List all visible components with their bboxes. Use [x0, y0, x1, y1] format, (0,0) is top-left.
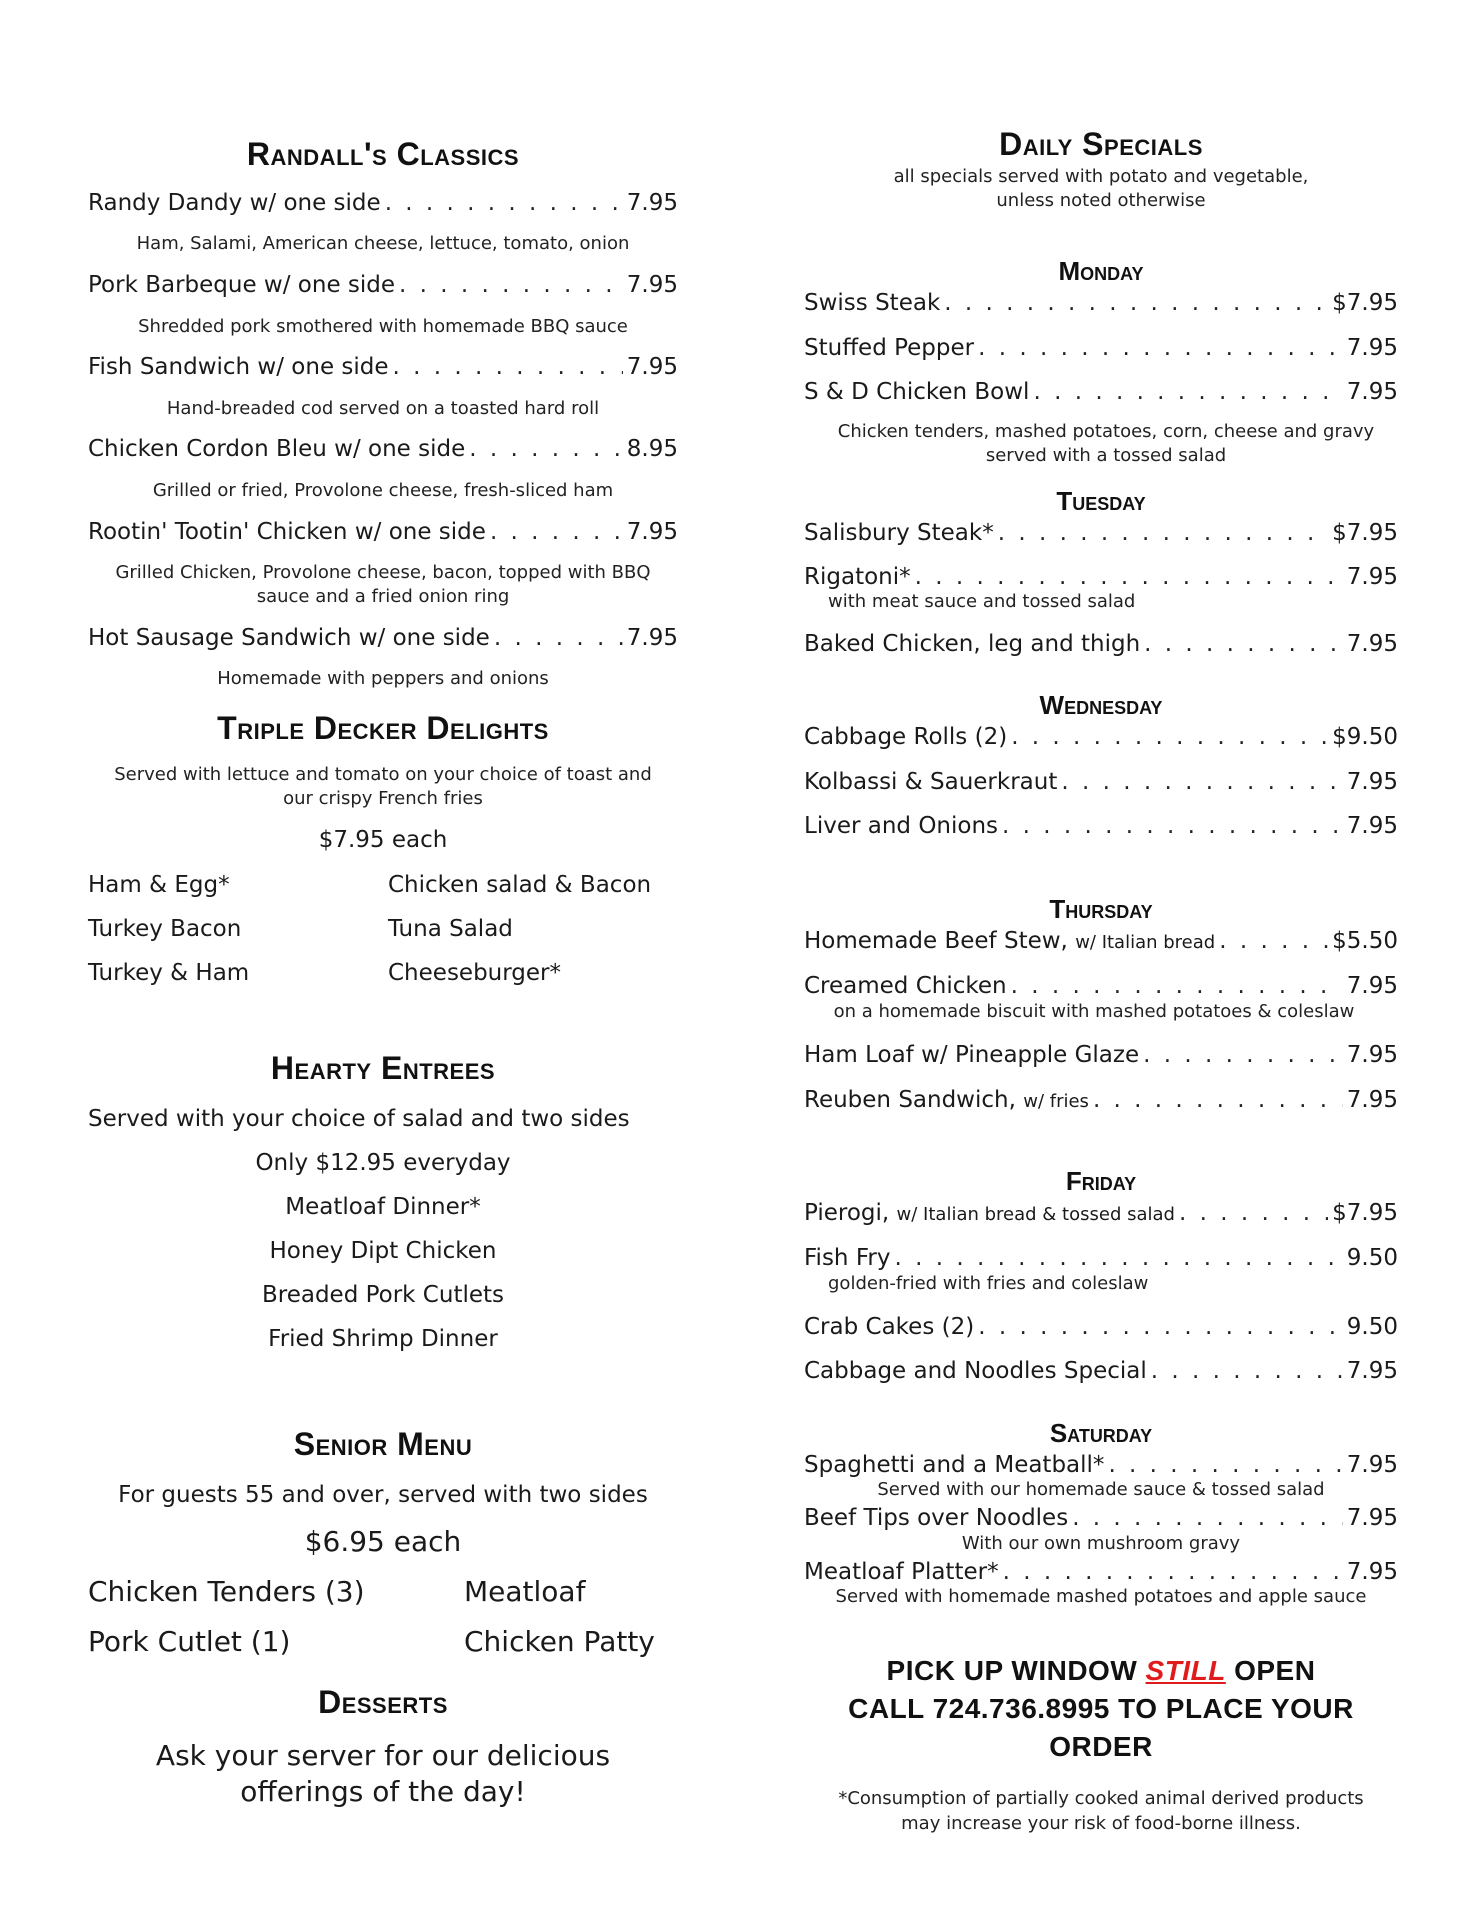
- special-item: [804, 1085, 1398, 1117]
- item-description: Hand-breaded cod served on a toasted hard roll: [166, 398, 600, 419]
- item-name: Pierogi,: [804, 1200, 890, 1226]
- item-price: 7.95: [1346, 973, 1398, 999]
- dot-leader: [1219, 926, 1328, 956]
- dot-leader: [894, 1243, 1342, 1273]
- hearty-subtitle: Served with your choice of salad and two sides: [88, 1106, 630, 1132]
- item-name: Randy Dandy w/ one side: [88, 190, 381, 216]
- item-description: golden-fried with fries and coleslaw: [828, 1273, 1149, 1294]
- item-name: Cabbage and Noodles Special: [804, 1358, 1147, 1384]
- item-description: Chicken tenders, mashed potatoes, corn, cheese and gravy served with a tossed salad: [837, 421, 1375, 466]
- special-item: [804, 1503, 1398, 1533]
- dot-leader: [1179, 1198, 1328, 1228]
- hearty-price: Only $12.95 everyday: [255, 1150, 511, 1176]
- triple-price: $7.95 each: [318, 827, 448, 853]
- senior-price: $6.95 each: [304, 1525, 462, 1558]
- triple-row: [88, 914, 678, 944]
- item-name: Crab Cakes (2): [804, 1314, 975, 1340]
- special-item: [804, 333, 1398, 363]
- dot-leader: [385, 188, 623, 218]
- item-description: Grilled or fried, Provolone cheese, fresh-sliced ham: [152, 480, 614, 501]
- pickup-text: OPEN: [1234, 1655, 1316, 1686]
- item-name: Beef Tips over Noodles: [804, 1505, 1069, 1531]
- day-heading-monday: Monday: [1058, 256, 1144, 286]
- dot-leader: [1143, 1040, 1343, 1070]
- item-price: $5.50: [1332, 928, 1398, 954]
- item-price: 7.95: [1346, 631, 1398, 657]
- menu-item: [88, 434, 678, 464]
- item-price: 7.95: [1346, 1042, 1398, 1068]
- dot-leader: [1033, 377, 1342, 407]
- triple-item: Cheeseburger*: [388, 960, 562, 986]
- pickup-still: STILL: [1145, 1655, 1226, 1686]
- senior-heading: Senior Menu: [293, 1426, 473, 1462]
- dot-leader: [978, 333, 1343, 363]
- senior-row: [88, 1574, 678, 1610]
- senior-subtitle: For guests 55 and over, served with two sides: [118, 1482, 648, 1508]
- dot-leader: [1011, 722, 1328, 752]
- item-description: Homemade with peppers and onions: [217, 668, 549, 689]
- item-description: With our own mushroom gravy: [961, 1533, 1241, 1554]
- special-item: [804, 1243, 1398, 1273]
- item-price: $9.50: [1332, 724, 1398, 750]
- item-name: S & D Chicken Bowl: [804, 379, 1030, 405]
- dot-leader: [978, 1312, 1343, 1342]
- item-price: 7.95: [1346, 1559, 1398, 1585]
- item-price: $7.95: [1332, 520, 1398, 546]
- menu-item: [88, 623, 678, 653]
- footnote: may increase your risk of food-borne illness.: [901, 1813, 1301, 1834]
- item-name: Spaghetti and a Meatball*: [804, 1452, 1105, 1478]
- dot-leader: [1072, 1503, 1343, 1533]
- triple-item: Turkey Bacon: [88, 916, 242, 942]
- item-price: 7.95: [626, 272, 678, 298]
- special-item: [804, 811, 1398, 841]
- desserts-text: Ask your server for our delicious offerings of the day!: [155, 1739, 611, 1808]
- menu-item: [88, 352, 678, 382]
- dot-leader: [1003, 1557, 1343, 1587]
- item-name: Homemade Beef Stew,: [804, 928, 1068, 954]
- item-price: 7.95: [1346, 1358, 1398, 1384]
- special-item: [804, 629, 1398, 659]
- item-price: 9.50: [1346, 1314, 1398, 1340]
- dot-leader: [494, 623, 623, 653]
- item-description: Grilled Chicken, Provolone cheese, bacon, topped with BBQ sauce and a fried onion ring: [115, 562, 651, 607]
- senior-item: Meatloaf: [464, 1575, 586, 1608]
- item-note: w/ Italian bread: [1075, 932, 1216, 953]
- specials-subtitle: all specials served with potato and vegetable,: [893, 166, 1309, 187]
- special-item: [804, 767, 1398, 797]
- dot-leader: [393, 352, 623, 382]
- item-name: Rigatoni*: [804, 564, 911, 590]
- special-item: [804, 722, 1398, 752]
- triple-row: [88, 958, 678, 988]
- senior-row: [88, 1624, 678, 1660]
- item-name: Kolbassi & Sauerkraut: [804, 769, 1058, 795]
- hearty-item: Fried Shrimp Dinner: [268, 1326, 498, 1352]
- item-name: Hot Sausage Sandwich w/ one side: [88, 625, 490, 651]
- specials-subtitle: unless noted otherwise: [996, 190, 1206, 211]
- triple-item: Ham & Egg*: [88, 872, 230, 898]
- desserts-heading: Desserts: [318, 1684, 448, 1720]
- triple-subtitle: Served with lettuce and tomato on your choice of toast and our crispy French fries: [114, 764, 652, 809]
- item-price: 7.95: [1346, 1505, 1398, 1531]
- senior-item: Chicken Tenders (3): [88, 1575, 365, 1608]
- triple-row: [88, 870, 678, 900]
- item-price: 7.95: [1346, 379, 1398, 405]
- item-name: Cabbage Rolls (2): [804, 724, 1008, 750]
- item-name: Rootin' Tootin' Chicken w/ one side: [88, 519, 486, 545]
- footnote: *Consumption of partially cooked animal derived products: [838, 1788, 1364, 1809]
- item-note: w/ fries: [1023, 1091, 1089, 1112]
- special-item: [804, 377, 1398, 407]
- hearty-item: Honey Dipt Chicken: [269, 1238, 497, 1264]
- item-price: 9.50: [1346, 1245, 1398, 1271]
- triple-item: Tuna Salad: [388, 916, 513, 942]
- item-name: Meatloaf Platter*: [804, 1559, 999, 1585]
- dot-leader: [399, 270, 623, 300]
- special-item: [804, 1198, 1398, 1230]
- dot-leader: [944, 288, 1328, 318]
- item-name: Creamed Chicken: [804, 973, 1007, 999]
- special-item: [804, 1557, 1398, 1587]
- dot-leader: [469, 434, 623, 464]
- special-item: [804, 562, 1398, 592]
- special-item: [804, 288, 1398, 318]
- call-line: CALL 724.736.8995 TO PLACE YOUR ORDER: [848, 1693, 1354, 1762]
- day-heading-wednesday: Wednesday: [1039, 690, 1163, 720]
- item-name: Pork Barbeque w/ one side: [88, 272, 396, 298]
- dot-leader: [1144, 629, 1343, 659]
- item-price: 7.95: [626, 354, 678, 380]
- hearty-item: Meatloaf Dinner*: [285, 1194, 481, 1220]
- item-name: Chicken Cordon Bleu w/ one side: [88, 436, 466, 462]
- item-price: 8.95: [626, 436, 678, 462]
- pickup-text: PICK UP WINDOW: [886, 1655, 1138, 1686]
- dot-leader: [1093, 1085, 1343, 1115]
- dot-leader: [490, 517, 623, 547]
- pickup-line: [804, 1652, 1398, 1690]
- special-item: [804, 1040, 1398, 1070]
- special-item: [804, 1312, 1398, 1342]
- item-price: 7.95: [626, 190, 678, 216]
- item-name: Reuben Sandwich,: [804, 1087, 1016, 1113]
- item-name: Salisbury Steak*: [804, 520, 994, 546]
- special-item: [804, 518, 1398, 548]
- dot-leader: [1061, 767, 1342, 797]
- classics-heading: Randall's Classics: [246, 136, 520, 172]
- triple-heading: Triple Decker Delights: [217, 710, 549, 746]
- day-heading-thursday: Thursday: [1049, 894, 1153, 924]
- day-heading-saturday: Saturday: [1049, 1418, 1153, 1448]
- item-price: $7.95: [1332, 1200, 1398, 1226]
- triple-item: Chicken salad & Bacon: [388, 872, 652, 898]
- item-price: 7.95: [1346, 335, 1398, 361]
- item-description: Shredded pork smothered with homemade BBQ sauce: [138, 316, 628, 337]
- special-item: [804, 1356, 1398, 1386]
- specials-heading: Daily Specials: [999, 126, 1203, 162]
- special-item: [804, 1450, 1398, 1480]
- item-name: Baked Chicken, leg and thigh: [804, 631, 1141, 657]
- item-description: on a homemade biscuit with mashed potatoes & coleslaw: [833, 1001, 1355, 1022]
- item-price: $7.95: [1332, 290, 1398, 316]
- item-description: Served with homemade mashed potatoes and apple sauce: [835, 1586, 1367, 1607]
- day-heading-friday: Friday: [1065, 1166, 1137, 1196]
- item-price: 7.95: [1346, 813, 1398, 839]
- dot-leader: [1002, 811, 1343, 841]
- menu-item: [88, 270, 678, 300]
- item-description: Served with our homemade sauce & tossed salad: [877, 1479, 1325, 1500]
- triple-item: Turkey & Ham: [88, 960, 250, 986]
- item-description: Ham, Salami, American cheese, lettuce, tomato, onion: [136, 233, 630, 254]
- item-name: Ham Loaf w/ Pineapple Glaze: [804, 1042, 1140, 1068]
- item-price: 7.95: [626, 519, 678, 545]
- item-description: with meat sauce and tossed salad: [828, 591, 1136, 612]
- item-note: w/ Italian bread & tossed salad: [896, 1204, 1175, 1225]
- item-price: 7.95: [626, 625, 678, 651]
- hearty-heading: Hearty Entrees: [270, 1050, 496, 1086]
- item-name: Stuffed Pepper: [804, 335, 975, 361]
- day-heading-tuesday: Tuesday: [1056, 486, 1146, 516]
- item-name: Fish Fry: [804, 1245, 891, 1271]
- special-item: [804, 926, 1398, 958]
- menu-item: [88, 188, 678, 218]
- dot-leader: [1011, 971, 1343, 1001]
- item-name: Swiss Steak: [804, 290, 941, 316]
- dot-leader: [998, 518, 1328, 548]
- hearty-item: Breaded Pork Cutlets: [261, 1282, 505, 1308]
- item-name: Liver and Onions: [804, 813, 999, 839]
- special-item: [804, 971, 1398, 1001]
- senior-item: Chicken Patty: [464, 1625, 655, 1658]
- senior-item: Pork Cutlet (1): [88, 1625, 291, 1658]
- item-price: 7.95: [1346, 564, 1398, 590]
- dot-leader: [915, 562, 1343, 592]
- item-price: 7.95: [1346, 1087, 1398, 1113]
- dot-leader: [1151, 1356, 1343, 1386]
- menu-item: [88, 517, 678, 547]
- item-name: Fish Sandwich w/ one side: [88, 354, 389, 380]
- item-price: 7.95: [1346, 1452, 1398, 1478]
- item-price: 7.95: [1346, 769, 1398, 795]
- dot-leader: [1108, 1450, 1342, 1480]
